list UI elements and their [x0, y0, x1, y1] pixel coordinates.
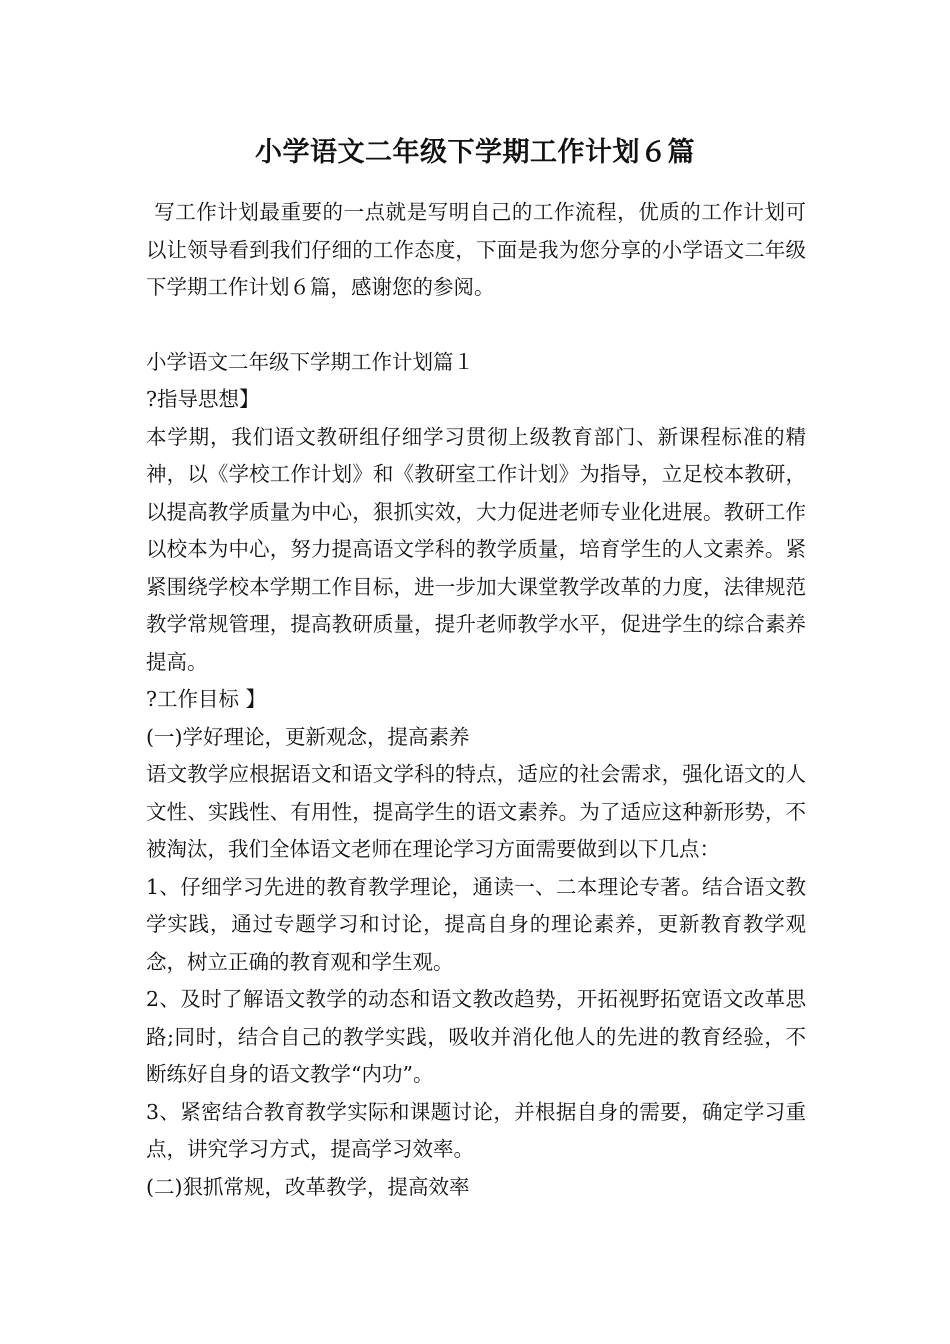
subsection-heading-1: (一)学好理论，更新观念，提高素养 — [146, 724, 470, 749]
document-body — [146, 194, 806, 1206]
subsection-paragraph-1: 语文教学应根据语文和语文学科的特点，适应的社会需求，强化语文的人文性、实践性、有用性，提高学生的语文素养。为了适应这种新形势，不被淘汰，我们全体语文老师在理论学习方面需要做到以下几点： — [146, 762, 806, 861]
guiding-heading: ?指导思想】 — [146, 387, 260, 411]
list-item-2: 2、及时了解语文教学的动态和语文教改趋势，开拓视野拓宽语文改革思路;同时，结合自己的教学实践，吸收并消化他人的先进的教育经验，不断练好自身的语文教学“内功”。 — [146, 987, 806, 1086]
section-heading: 小学语文二年级下学期工作计划篇１ — [146, 349, 474, 374]
subsection-heading-2: (二)狠抓常规，改革教学，提高效率 — [146, 1174, 470, 1199]
list-item-3: 3、紧密结合教育教学实际和课题讨论，并根据自身的需要，确定学习重点，讲究学习方式，提高学习效率。 — [146, 1099, 806, 1161]
intro-paragraph: 写工作计划最重要的一点就是写明自己的工作流程，优质的工作计划可以让领导看到我们仔细的工作态度，下面是我为您分享的小学语文二年级下学期工作计划６篇，感谢您的参阅。 — [146, 200, 806, 299]
paragraph-spacer — [146, 307, 806, 344]
guiding-paragraph: 本学期，我们语文教研组仔细学习贯彻上级教育部门、新课程标准的精神，以《学校工作计划》和《教研室工作计划》为指导，立足校本教研，以提高教学质量为中心，狠抓实效，大力促进老师专业化进展。教研工作以校本为中心，努力提高语文学科的教学质量，培育学生的人文素养。紧紧围绕学校本学期工作目标，进一步加大课堂教学改革的力度，法律规范教学常规管理，提高教研质量，提升老师教学水平，促进学生的综合素养提高。 — [146, 424, 806, 674]
list-item-1: 1、仔细学习先进的教育教学理论，通读一、二本理论专著。结合语文教学实践，通过专题学习和讨论，提高自身的理论素养，更新教育教学观念，树立正确的教育观和学生观。 — [146, 874, 806, 974]
goals-heading: ?工作目标 】 — [146, 687, 267, 711]
document-title: 小学语文二年级下学期工作计划６篇 — [255, 137, 695, 168]
